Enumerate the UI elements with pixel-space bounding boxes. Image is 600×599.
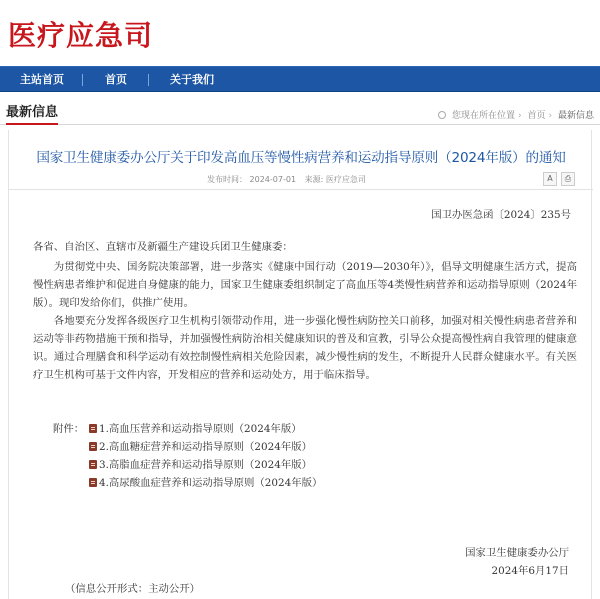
attachment-item[interactable] [89, 438, 322, 456]
site-header [0, 0, 600, 66]
signature-date: 2024年6月17日 [491, 565, 569, 577]
nav-item-main-home[interactable]: 主站首页 [20, 73, 64, 86]
attachment-link[interactable]: 1.高血压营养和运动指导原则（2024年版） [99, 423, 302, 435]
article-meta [9, 170, 593, 190]
print-icon[interactable]: ⎙ [561, 172, 575, 186]
attachment-link[interactable]: 4.高尿酸血症营养和运动指导原则（2024年版） [99, 477, 323, 489]
file-icon [89, 424, 97, 433]
signature-block [465, 544, 569, 580]
attachments-label: 附件： [53, 423, 85, 435]
attachment-link[interactable]: 2.高血糖症营养和运动指导原则（2024年版） [99, 441, 312, 453]
location-icon [438, 111, 446, 119]
site-logo[interactable]: 医疗应急司 [8, 19, 154, 52]
attachment-item[interactable] [89, 456, 322, 474]
article-source: 来源: 医疗应急司 [304, 175, 366, 184]
attachment-item[interactable] [89, 474, 322, 492]
file-icon [89, 442, 97, 451]
meta-text [207, 174, 372, 185]
breadcrumb [438, 108, 594, 121]
document-number: 国卫办医急函〔2024〕235号 [431, 209, 571, 221]
main-nav [0, 66, 600, 92]
file-icon [89, 460, 97, 469]
publish-date: 发布时间： 2024-07-01 [207, 175, 297, 184]
breadcrumb-home-link[interactable]: 首页 [527, 111, 546, 121]
article-panel [8, 130, 592, 599]
attachment-item[interactable] [89, 420, 322, 438]
nav-item-about[interactable]: 关于我们 [170, 73, 214, 86]
disclosure-note: （信息公开形式：主动公开） [65, 583, 201, 595]
attachment-link[interactable]: 3.高脂血症营养和运动指导原则（2024年版） [99, 459, 312, 471]
attachments-list [89, 420, 322, 492]
salutation: 各省、自治区、直辖市及新疆生产建设兵团卫生健康委： [33, 241, 293, 253]
nav-divider [148, 74, 149, 86]
font-size-button[interactable]: A [543, 172, 557, 186]
section-bar [0, 103, 600, 125]
paragraph-2: 各地要充分发挥各级医疗卫生机构引领带动作用，进一步强化慢性病防控关口前移，加强对相关慢性病患者营养和运动等非药物措施干预和指导，并加强慢性病防治相关健康知识的普及和宣教，引导公众提高慢性病自我管理的健康意识。通过合理膳食和科学运动有效控制慢性病相关危险因素，减少慢性病的发生，不断提升人民群众健康水平。有关医疗卫生机构可基于文件内容，开发相应的营养和运动处方，用于临床指导。 [33, 315, 577, 381]
breadcrumb-separator: › [518, 111, 522, 121]
article-title: 国家卫生健康委办公厅关于印发高血压等慢性病营养和运动指导原则（2024年版）的通知 [36, 150, 566, 166]
nav-divider [82, 74, 83, 86]
breadcrumb-separator: › [548, 111, 553, 121]
breadcrumb-current-link[interactable]: 最新信息 [557, 111, 594, 121]
nav-item-home[interactable]: 首页 [105, 73, 127, 86]
section-title: 最新信息 [6, 105, 58, 125]
signature-org: 国家卫生健康委办公厅 [465, 547, 569, 559]
breadcrumb-prefix: 您现在所在位置 [451, 111, 515, 121]
paragraph-1: 为贯彻党中央、国务院决策部署，进一步落实《健康中国行动（2019—2030年）》，倡导文明健康生活方式，提高慢性病患者维护和促进自身健康的能力，国家卫生健康委组织制定了高血压等4类慢性病营养和运动指导原则（2024年版）。现印发给你们，供推广使用。 [33, 261, 577, 309]
file-icon [89, 478, 97, 487]
